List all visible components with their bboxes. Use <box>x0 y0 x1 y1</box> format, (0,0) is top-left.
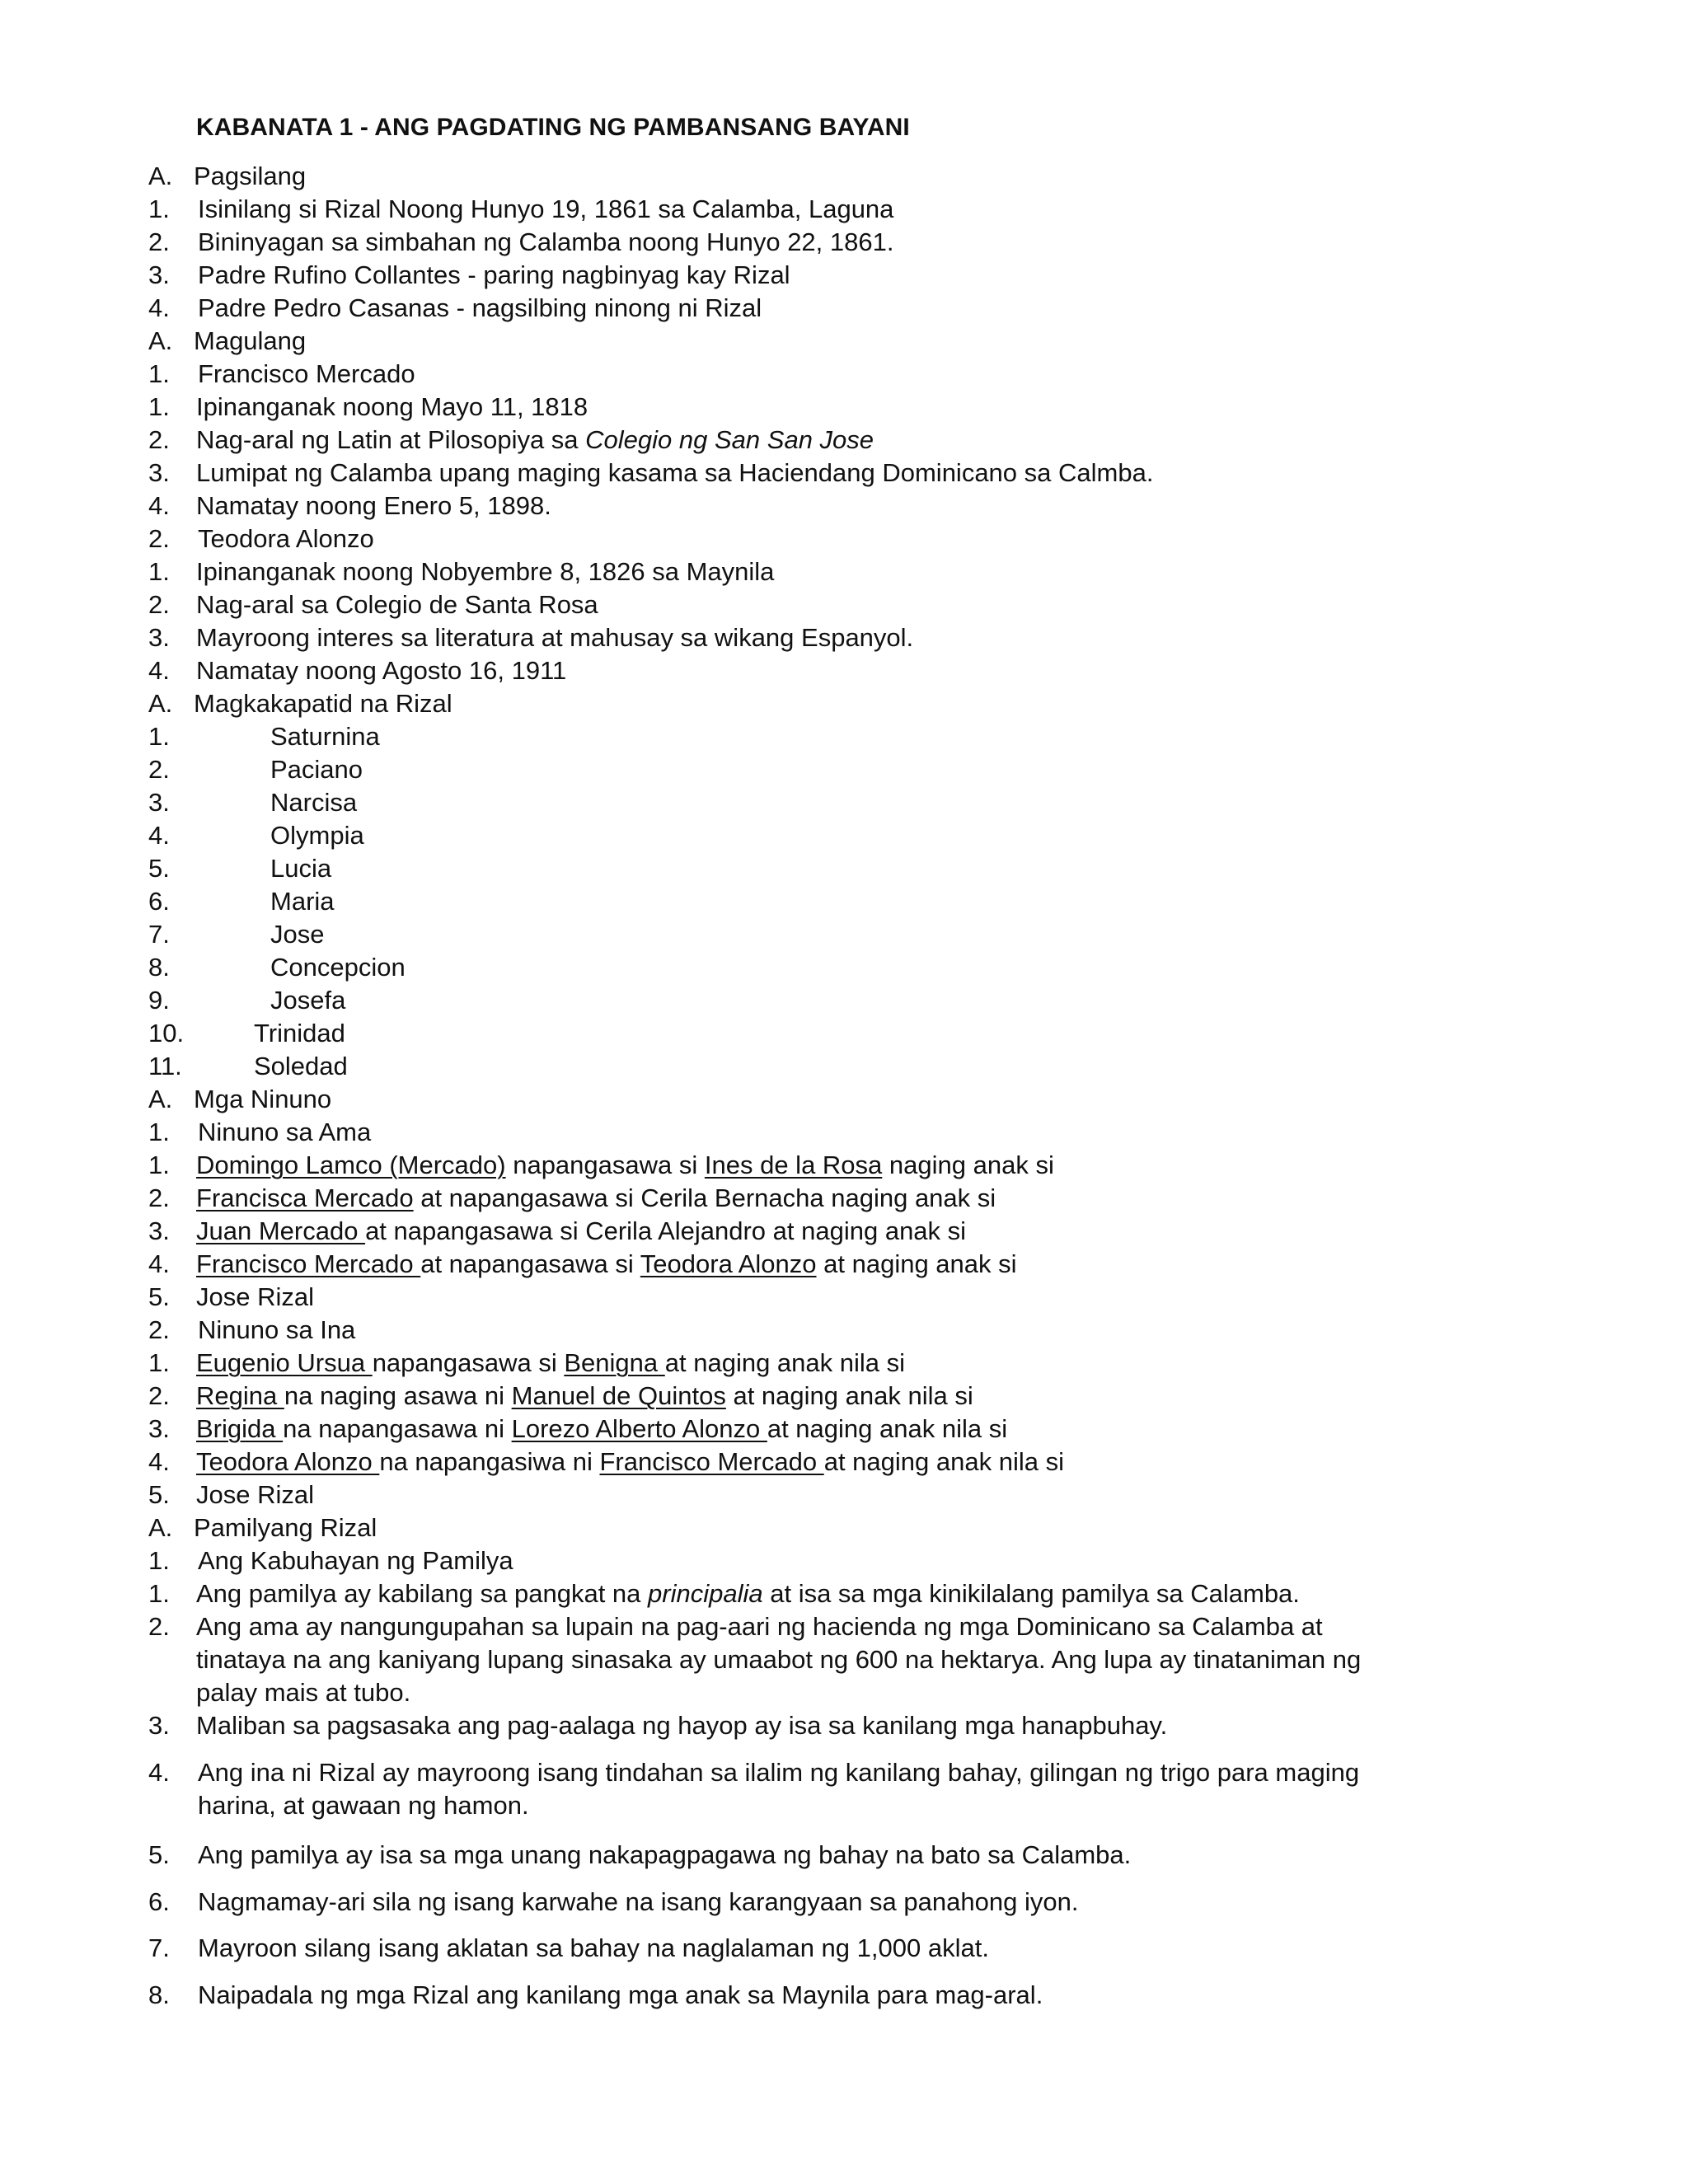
list-marker: 3. <box>148 458 170 487</box>
list-text: Ang pamilya ay isa sa mga unang nakapagpagawa ng bahay na bato sa Calamba. <box>198 1840 1132 1869</box>
underlined-name: Regina <box>196 1381 284 1410</box>
text-run: naging anak si <box>882 1151 1054 1179</box>
list-text: Lumipat ng Calamba upang maging kasama sa Haciendang Dominicano sa Calmba. <box>196 458 1154 487</box>
italic-text-run: Colegio ng San San Jose <box>585 425 874 454</box>
list-marker: 1. <box>148 722 170 751</box>
list-text <box>196 1215 966 1248</box>
list-marker: 5. <box>148 1480 170 1509</box>
list-marker: 10. <box>148 1019 185 1047</box>
list-marker: 8. <box>148 953 170 982</box>
list-marker: 2. <box>148 1381 170 1410</box>
section-label: Pagsilang <box>194 162 307 190</box>
list-marker: 2. <box>148 227 170 256</box>
list-marker: 4. <box>148 1447 170 1476</box>
list-text: Nag-aral sa Colegio de Santa Rosa <box>196 590 598 619</box>
list-text: Naipadala ng mga Rizal ang kanilang mga anak sa Maynila para mag-aral. <box>198 1980 1043 2009</box>
list-marker: 5. <box>148 854 170 883</box>
list-marker: 2. <box>148 755 170 784</box>
list-text <box>196 1577 1300 1610</box>
list-marker: 2. <box>148 1612 170 1641</box>
list-marker: A. <box>148 1085 173 1113</box>
list-text <box>196 1380 973 1413</box>
sibling-name: Narcisa <box>270 788 358 817</box>
underlined-name: Francisco Mercado <box>599 1447 824 1476</box>
list-marker: 6. <box>148 1887 170 1916</box>
underlined-name: Juan Mercado <box>196 1216 366 1245</box>
list-text: Namatay noong Enero 5, 1898. <box>196 491 551 520</box>
underlined-name: Teodora Alonzo <box>640 1249 817 1278</box>
list-marker: 3. <box>148 1414 170 1443</box>
list-marker: 11. <box>148 1052 182 1080</box>
list-text: Isinilang si Rizal Noong Hunyo 19, 1861 sa Calamba, Laguna <box>198 194 894 223</box>
list-marker: 1. <box>148 194 170 223</box>
list-marker: 5. <box>148 1282 170 1311</box>
list-marker: 6. <box>148 887 170 916</box>
text-run: at naging anak si <box>816 1249 1017 1278</box>
list-marker: 4. <box>148 656 170 685</box>
list-marker: 1. <box>148 1348 170 1377</box>
list-marker: 1. <box>148 1579 170 1608</box>
list-marker: 3. <box>148 1711 170 1740</box>
subheading-text: Ang Kabuhayan ng Pamilya <box>198 1546 513 1575</box>
section-label: Magulang <box>194 326 307 355</box>
sibling-name: Jose <box>270 920 325 949</box>
list-text: Jose Rizal <box>196 1480 314 1509</box>
text-run: at naging anak nila si <box>725 1381 973 1410</box>
underlined-name: Brigida <box>196 1414 284 1443</box>
text-run: na napangasawa ni <box>283 1414 512 1443</box>
list-text <box>196 1248 1017 1281</box>
list-text: Ang ina ni Rizal ay mayroong isang tindahan sa ilalim ng kanilang bahay, gilingan ng trigo para maging harina, at gawaan ng hamon. <box>198 1758 1360 1820</box>
list-marker: 1. <box>148 1546 170 1575</box>
text-run: Ang pamilya ay kabilang sa pangkat na <box>196 1579 649 1608</box>
chapter-title: KABANATA 1 - ANG PAGDATING NG PAMBANSANG BAYANI <box>196 114 910 141</box>
list-marker: 2. <box>148 425 170 454</box>
text-run: napangasawa si <box>505 1151 705 1179</box>
list-text: Ipinanganak noong Mayo 11, 1818 <box>196 392 588 421</box>
list-marker: 1. <box>148 359 170 388</box>
subheading-text: Ninuno sa Ama <box>198 1118 372 1146</box>
list-marker: 9. <box>148 986 170 1015</box>
sibling-name: Trinidad <box>254 1019 345 1047</box>
list-marker: A. <box>148 162 173 190</box>
list-text: Namatay noong Agosto 16, 1911 <box>196 656 567 685</box>
list-text: Padre Rufino Collantes - paring nagbinyag kay Rizal <box>198 260 790 289</box>
underlined-name: Francisca Mercado <box>196 1183 414 1212</box>
list-text <box>196 1347 905 1380</box>
sibling-name: Olympia <box>270 821 364 850</box>
underlined-name: Lorezo Alberto Alonzo <box>511 1414 767 1443</box>
text-run: at naging anak nila si <box>664 1348 906 1377</box>
text-run: at napangasawa si <box>420 1249 640 1278</box>
list-text: Nagmamay-ari sila ng isang karwahe na isang karangyaan sa panahong iyon. <box>198 1887 1079 1916</box>
list-marker: A. <box>148 1513 173 1542</box>
list-text <box>196 424 874 457</box>
italic-text-run: principalia <box>648 1579 763 1608</box>
sibling-name: Paciano <box>270 755 363 784</box>
list-text: Padre Pedro Casanas - nagsilbing ninong ni Rizal <box>198 293 762 322</box>
sibling-name: Lucia <box>270 854 332 883</box>
sibling-name: Soledad <box>254 1052 348 1080</box>
list-marker: 1. <box>148 1118 170 1146</box>
underlined-name: Ines de la Rosa <box>704 1151 883 1179</box>
list-marker: 3. <box>148 260 170 289</box>
list-marker: 7. <box>148 920 170 949</box>
list-text <box>196 1413 1007 1446</box>
sibling-name: Concepcion <box>270 953 406 982</box>
list-text: Ipinanganak noong Nobyembre 8, 1826 sa Maynila <box>196 557 775 586</box>
underlined-name: Manuel de Quintos <box>511 1381 726 1410</box>
list-marker: 7. <box>148 1933 170 1962</box>
subheading-text: Teodora Alonzo <box>198 524 374 553</box>
list-marker: A. <box>148 689 173 718</box>
list-marker: 1. <box>148 1151 170 1179</box>
list-marker: 1. <box>148 392 170 421</box>
list-text: Mayroon silang isang aklatan sa bahay na naglalaman ng 1,000 aklat. <box>198 1933 989 1962</box>
list-marker: 4. <box>148 1249 170 1278</box>
list-text <box>196 1149 1054 1182</box>
text-run: napangasawa si <box>372 1348 565 1377</box>
text-run: at napangasawa si Cerila Bernacha naging anak si <box>413 1183 996 1212</box>
text-run: at isa sa mga kinikilalang pamilya sa Calamba. <box>762 1579 1300 1608</box>
list-marker: 2. <box>148 1315 170 1344</box>
list-text: Maliban sa pagsasaka ang pag-aalaga ng hayop ay isa sa kanilang mga hanapbuhay. <box>196 1711 1168 1740</box>
list-text: Jose Rizal <box>196 1282 314 1311</box>
list-marker: 4. <box>148 293 170 322</box>
text-run: Nag-aral ng Latin at Pilosopiya sa <box>196 425 586 454</box>
list-marker: 3. <box>148 1216 170 1245</box>
text-run: na napangasiwa ni <box>379 1447 600 1476</box>
sibling-name: Josefa <box>270 986 346 1015</box>
list-marker: 3. <box>148 788 170 817</box>
list-marker: 2. <box>148 590 170 619</box>
underlined-name: Francisco Mercado <box>196 1249 421 1278</box>
section-label: Mga Ninuno <box>194 1085 332 1113</box>
list-marker: 5. <box>148 1840 170 1869</box>
text-run: at napangasawa si Cerila Alejandro at naging anak si <box>365 1216 967 1245</box>
underlined-name: Domingo Lamco (Mercado) <box>196 1151 506 1179</box>
section-label: Magkakapatid na Rizal <box>194 689 452 718</box>
list-text: Mayroong interes sa literatura at mahusay sa wikang Espanyol. <box>196 623 914 652</box>
list-marker: 1. <box>148 557 170 586</box>
list-marker: 2. <box>148 1183 170 1212</box>
list-marker: 2. <box>148 524 170 553</box>
sibling-name: Maria <box>270 887 335 916</box>
sibling-name: Saturnina <box>270 722 380 751</box>
text-run: at naging anak nila si <box>767 1414 1008 1443</box>
list-text: Bininyagan sa simbahan ng Calamba noong Hunyo 22, 1861. <box>198 227 894 256</box>
list-marker: 3. <box>148 623 170 652</box>
list-text: Ang ama ay nangungupahan sa lupain na pag-aari ng hacienda ng mga Dominicano sa Calamba at tinataya na ang kaniyang lupang sinasaka ay umaabot ng 600 na hektarya. Ang lupa ay tinataniman ng palay mais at tubo. <box>196 1612 1362 1707</box>
section-label: Pamilyang Rizal <box>194 1513 377 1542</box>
underlined-name: Eugenio Ursua <box>196 1348 373 1377</box>
text-run: na naging asawa ni <box>284 1381 512 1410</box>
list-text <box>196 1446 1064 1479</box>
underlined-name: Teodora Alonzo <box>196 1447 380 1476</box>
list-marker: 4. <box>148 1758 170 1787</box>
list-marker: A. <box>148 326 173 355</box>
list-marker: 8. <box>148 1980 170 2009</box>
list-text <box>196 1182 996 1215</box>
underlined-name: Benigna <box>564 1348 665 1377</box>
list-marker: 4. <box>148 821 170 850</box>
subheading-text: Francisco Mercado <box>198 359 415 388</box>
subheading-text: Ninuno sa Ina <box>198 1315 356 1344</box>
list-marker: 4. <box>148 491 170 520</box>
text-run: at naging anak nila si <box>823 1447 1064 1476</box>
